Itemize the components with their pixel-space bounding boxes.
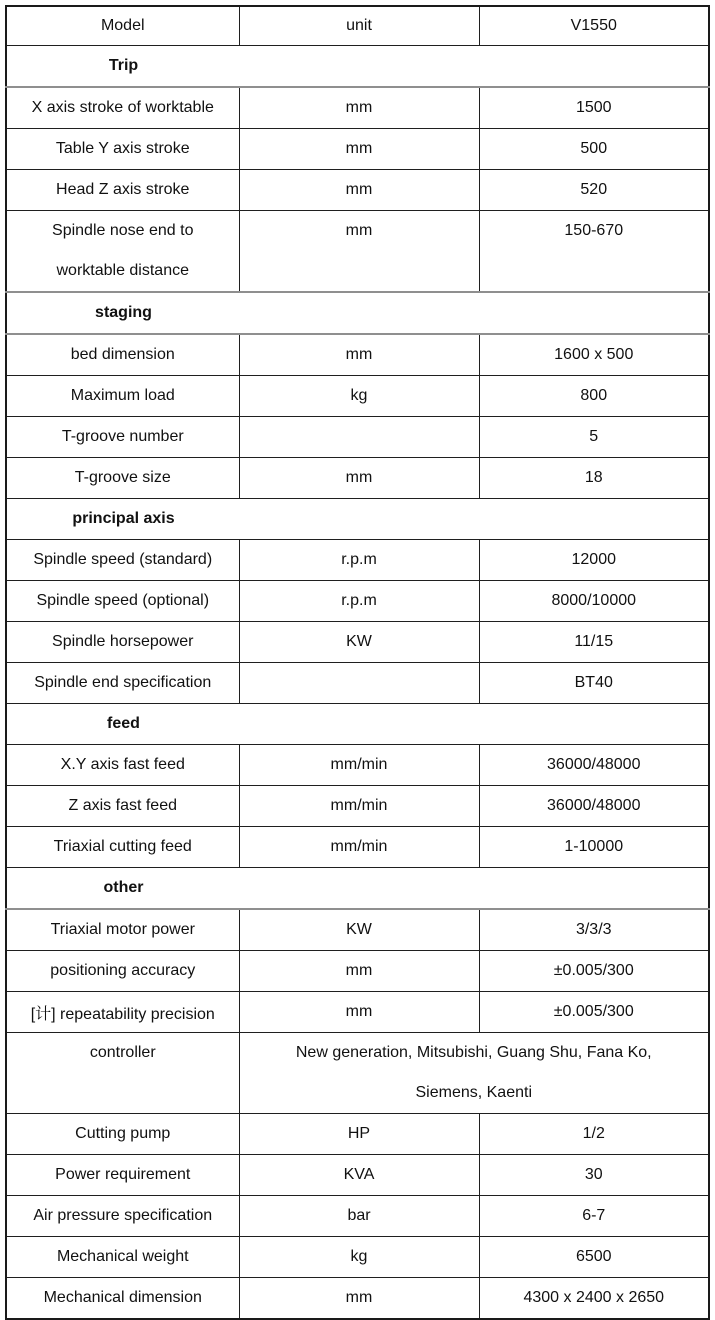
table-row: [6, 745, 709, 786]
spec-label-cell: Spindle speed (optional): [6, 581, 239, 622]
spec-unit-cell: mm: [239, 458, 479, 499]
table-row: [6, 129, 709, 170]
spec-unit-cell: mm: [239, 170, 479, 211]
spec-label-cell: Triaxial motor power: [6, 909, 239, 951]
table-row: [6, 170, 709, 211]
spec-unit-cell: mm: [239, 1278, 479, 1320]
spec-value-cell: 36000/48000: [479, 786, 709, 827]
section-cell: [6, 46, 709, 88]
spec-label-cell: T-groove number: [6, 417, 239, 458]
spec-value-cell: 5: [479, 417, 709, 458]
spec-label-cell: Z axis fast feed: [6, 786, 239, 827]
spec-label-cell: bed dimension: [6, 334, 239, 376]
section-cell: [6, 868, 709, 910]
spec-label-cell: Spindle end specification: [6, 663, 239, 704]
spec-value-cell: 36000/48000: [479, 745, 709, 786]
spec-unit-cell: mm: [239, 951, 479, 992]
spec-merged-value-cell: [239, 1033, 709, 1114]
spec-unit-cell: HP: [239, 1114, 479, 1155]
spec-label-cell: Power requirement: [6, 1155, 239, 1196]
spec-value-cell: 6-7: [479, 1196, 709, 1237]
table-row-multiline: [6, 211, 709, 293]
spec-value-cell: 1500: [479, 87, 709, 129]
section-cell: [6, 292, 709, 334]
spec-label-cell: Head Z axis stroke: [6, 170, 239, 211]
table-row-controller: [6, 1033, 709, 1114]
spec-value-cell: BT40: [479, 663, 709, 704]
spec-value-cell: 8000/10000: [479, 581, 709, 622]
spec-value-cell: 6500: [479, 1237, 709, 1278]
spec-unit-cell: mm/min: [239, 745, 479, 786]
spec-unit-cell: mm: [239, 87, 479, 129]
spec-unit-cell: kg: [239, 1237, 479, 1278]
spec-unit-cell: bar: [239, 1196, 479, 1237]
table-row: [6, 417, 709, 458]
spec-value-cell: 18: [479, 458, 709, 499]
spec-table: [5, 5, 710, 1320]
spec-label-cell: Mechanical weight: [6, 1237, 239, 1278]
section-label: staging: [95, 304, 152, 321]
spec-value-cell: 12000: [479, 540, 709, 581]
header-unit-cell: unit: [239, 6, 479, 46]
header-model-cell: Model: [6, 6, 239, 46]
spec-value-cell: 800: [479, 376, 709, 417]
section-row-trip: [6, 46, 709, 88]
table-row: [6, 376, 709, 417]
section-row-other: [6, 868, 709, 910]
spec-value-cell: 1600 x 500: [479, 334, 709, 376]
spec-label-cell: controller: [6, 1033, 239, 1114]
table-row: [6, 827, 709, 868]
spec-label-cell: Spindle horsepower: [6, 622, 239, 663]
spec-label-cell: [6, 211, 239, 293]
spec-value-cell: 500: [479, 129, 709, 170]
spec-unit-cell: KW: [239, 909, 479, 951]
spec-unit-cell: mm: [239, 129, 479, 170]
header-value-cell: V1550: [479, 6, 709, 46]
spec-unit-cell: KVA: [239, 1155, 479, 1196]
spec-label-cell: Cutting pump: [6, 1114, 239, 1155]
table-row: [6, 786, 709, 827]
table-row: [6, 87, 709, 129]
table-row: [6, 1278, 709, 1320]
spec-unit-cell: mm: [239, 334, 479, 376]
spec-unit-cell: mm: [239, 211, 479, 293]
spec-value-cell: 4300 x 2400 x 2650: [479, 1278, 709, 1320]
spec-label-cell: X axis stroke of worktable: [6, 87, 239, 129]
spec-value-cell: 3/3/3: [479, 909, 709, 951]
table-row: [6, 1237, 709, 1278]
spec-unit-cell: r.p.m: [239, 540, 479, 581]
spec-label-cell: T-groove size: [6, 458, 239, 499]
spec-unit-cell: mm/min: [239, 827, 479, 868]
spec-label-cell: Air pressure specification: [6, 1196, 239, 1237]
section-label: Trip: [108, 57, 139, 74]
spec-unit-cell: mm/min: [239, 786, 479, 827]
spec-value-cell: 30: [479, 1155, 709, 1196]
table-row: [6, 663, 709, 704]
table-row: [6, 581, 709, 622]
spec-label-cell: Triaxial cutting feed: [6, 827, 239, 868]
spec-value-cell: 520: [479, 170, 709, 211]
table-row: [6, 458, 709, 499]
section-row-staging: [6, 292, 709, 334]
section-row-principal-axis: [6, 499, 709, 540]
section-label: feed: [107, 715, 140, 732]
spec-unit-cell: [239, 417, 479, 458]
section-cell: [6, 499, 709, 540]
table-row: [6, 951, 709, 992]
spec-unit-cell: mm: [239, 992, 479, 1033]
table-row: [6, 334, 709, 376]
section-row-feed: [6, 704, 709, 745]
spec-label-cell: Maximum load: [6, 376, 239, 417]
spec-label-cell: Table Y axis stroke: [6, 129, 239, 170]
spec-label-cell: X.Y axis fast feed: [6, 745, 239, 786]
section-label: principal axis: [72, 510, 175, 527]
spec-unit-cell: KW: [239, 622, 479, 663]
spec-value-cell: ±0.005/300: [479, 992, 709, 1033]
section-label: other: [103, 879, 144, 896]
spec-label-cell: Mechanical dimension: [6, 1278, 239, 1320]
spec-label-line: Spindle nose end to: [52, 222, 194, 239]
spec-value-cell: 150-670: [479, 211, 709, 293]
table-row: [6, 540, 709, 581]
section-cell: [6, 704, 709, 745]
spec-unit-cell: [239, 663, 479, 704]
table-row: [6, 992, 709, 1033]
table-row: [6, 1196, 709, 1237]
spec-unit-cell: r.p.m: [239, 581, 479, 622]
spec-value-line: New generation, Mitsubishi, Guang Shu, Fana Ko,: [295, 1044, 652, 1061]
spec-unit-cell: kg: [239, 376, 479, 417]
table-header-row: [6, 6, 709, 46]
spec-value-cell: ±0.005/300: [479, 951, 709, 992]
table-row: [6, 1114, 709, 1155]
spec-value-cell: 1-10000: [479, 827, 709, 868]
spec-label-cell: Spindle speed (standard): [6, 540, 239, 581]
table-row: [6, 1155, 709, 1196]
spec-value-cell: 11/15: [479, 622, 709, 663]
spec-label-cell: [计] repeatability precision: [6, 992, 239, 1033]
spec-value-cell: 1/2: [479, 1114, 709, 1155]
table-row: [6, 622, 709, 663]
spec-label-line: worktable distance: [56, 262, 189, 279]
table-row: [6, 909, 709, 951]
spec-label-cell: positioning accuracy: [6, 951, 239, 992]
spec-value-line: Siemens, Kaenti: [415, 1084, 532, 1101]
